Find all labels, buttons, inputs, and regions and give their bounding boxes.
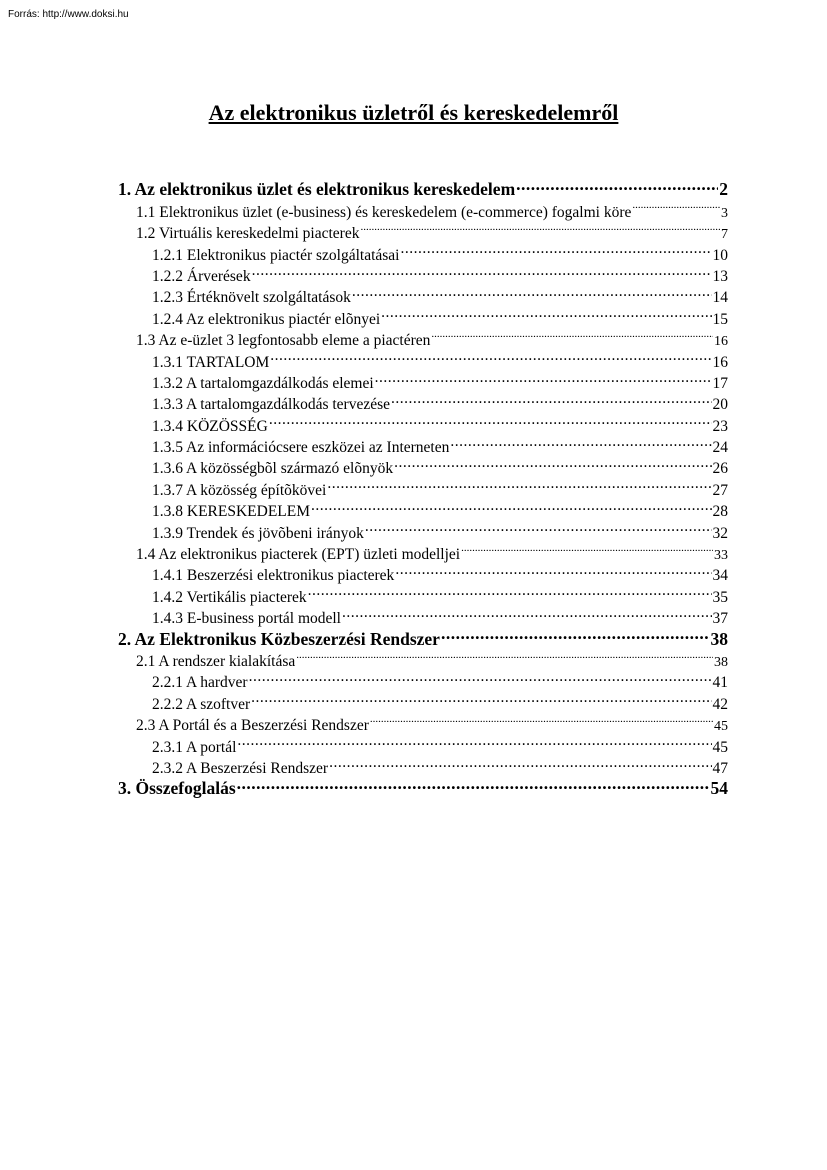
toc-entry-label: 1.3.4 KÖZÖSSÉG [152, 417, 268, 435]
toc-entry-page: 13 [712, 267, 728, 285]
toc-leader-dots [342, 602, 712, 623]
toc-leader-dots [270, 345, 711, 366]
toc-leader-dots [441, 623, 710, 644]
toc-entry-page: 35 [712, 588, 728, 606]
toc-entry-label: 1.4.1 Beszerzési elektronikus piacterek [152, 567, 395, 585]
toc-leader-dots [237, 730, 711, 751]
toc-leader-dots [431, 324, 713, 345]
toc-entry-label: 1.4.3 E-business portál modell [152, 610, 341, 628]
toc-entry-label: 1.3.1 TARTALOM [152, 353, 270, 371]
toc-entry-page: 47 [712, 759, 728, 777]
toc-entry-label: 1.3.6 A közösségbõl származó elõnyök [152, 460, 394, 478]
toc-entry-page: 16 [712, 353, 728, 371]
toc-entry-page: 41 [712, 674, 728, 692]
toc-leader-dots [370, 709, 713, 730]
toc-entry-label: 2. Az Elektronikus Közbeszerzési Rendszer [118, 628, 440, 649]
toc-entry-page: 24 [712, 439, 728, 457]
toc-leader-dots [249, 666, 712, 687]
toc-entry-page: 34 [712, 567, 728, 585]
toc-leader-dots [375, 367, 712, 388]
source-url: Forrás: http://www.doksi.hu [8, 9, 129, 20]
toc-leader-dots [360, 217, 720, 238]
toc-entry-label: 1.2 Virtuális kereskedelmi piacterek [136, 225, 360, 243]
toc-entry-label: 1.2.3 Értéknövelt szolgáltatások [152, 289, 351, 307]
toc-entry-page: 32 [712, 524, 728, 542]
toc-entry-label: 2.3.2 A Beszerzési Rendszer [152, 759, 329, 777]
toc-entry-page: 45 [714, 719, 728, 735]
toc-leader-dots [327, 473, 711, 494]
toc-entry-page: 23 [712, 417, 728, 435]
toc-leader-dots [311, 495, 711, 516]
toc-leader-dots [365, 516, 712, 537]
toc-entry-label: 1.3 Az e-üzlet 3 legfontosabb eleme a piactéren [136, 332, 431, 350]
toc-leader-dots [252, 260, 712, 281]
toc-leader-dots [394, 452, 711, 473]
toc-entry-page: 38 [710, 628, 728, 649]
toc-entry-page: 20 [712, 396, 728, 414]
toc-entry-page: 17 [712, 374, 728, 392]
toc-entry-label: 2.3.1 A portál [152, 738, 237, 756]
toc-entry-label: 1.3.3 A tartalomgazdálkodás tervezése [152, 396, 391, 414]
toc-entry-page: 38 [714, 654, 728, 670]
toc-entry-label: 1.2.4 Az elektronikus piactér elõnyei [152, 310, 381, 328]
toc-entry-label: 1.3.7 A közösség építõkövei [152, 481, 327, 499]
toc-entry-page: 10 [712, 246, 728, 264]
toc-entry-page: 33 [714, 548, 728, 564]
toc-leader-dots [269, 409, 712, 430]
toc-leader-dots [352, 281, 712, 302]
toc-entry-label: 3. Összefoglalás [118, 778, 236, 799]
toc-leader-dots [296, 645, 713, 666]
toc-leader-dots [329, 752, 711, 773]
toc-entry-page: 37 [712, 610, 728, 628]
toc-entry-page: 26 [712, 460, 728, 478]
toc-entry-label: 1.3.9 Trendek és jövõbeni irányok [152, 524, 364, 542]
toc-leader-dots [381, 302, 711, 323]
toc-entry-page: 28 [712, 503, 728, 521]
toc-entry-label: 2.1 A rendszer kialakítása [136, 652, 296, 670]
toc-leader-dots [401, 238, 712, 259]
document-title: Az elektronikus üzletről és kereskedelemről [208, 100, 619, 125]
toc-entry-page: 54 [710, 778, 728, 799]
toc-entry[interactable] [118, 174, 728, 200]
toc-leader-dots [308, 580, 712, 601]
toc-entry-label: 1.4.2 Vertikális piacterek [152, 588, 307, 606]
toc-entry-page: 27 [712, 481, 728, 499]
toc-entry-label: 1.3.8 KERESKEDELEM [152, 503, 311, 521]
toc-entry-page: 2 [719, 179, 728, 200]
toc-entry-page: 3 [721, 205, 728, 221]
toc-leader-dots [632, 195, 720, 216]
toc-entry-page: 15 [712, 310, 728, 328]
toc-entry-page: 7 [721, 227, 728, 243]
toc-entry-label: 1.1 Elektronikus üzlet (e-business) és kereskedelem (e-commerce) fogalmi köre [136, 203, 632, 221]
toc-entry-label: 2.2.1 A hardver [152, 674, 248, 692]
toc-entry-page: 16 [714, 334, 728, 350]
toc-entry-label: 1.2.1 Elektronikus piactér szolgáltatásai [152, 246, 400, 264]
toc-entry-page: 42 [712, 695, 728, 713]
toc-leader-dots [450, 431, 711, 452]
toc-leader-dots [237, 773, 710, 794]
toc-leader-dots [251, 687, 711, 708]
toc-entry-label: 1.2.2 Árverések [152, 267, 251, 285]
toc-leader-dots [461, 538, 713, 559]
toc-entry-label: 2.3 A Portál és a Beszerzési Rendszer [136, 717, 369, 735]
toc-leader-dots [516, 174, 718, 195]
toc-leader-dots [395, 559, 711, 580]
toc-entry-label: 2.2.2 A szoftver [152, 695, 251, 713]
toc-entry-label: 1.4 Az elektronikus piacterek (EPT) üzleti modelljei [136, 546, 461, 564]
toc-entry-page: 14 [712, 289, 728, 307]
toc-entry-label: 1.3.5 Az információcsere eszközei az Interneten [152, 439, 450, 457]
toc-entry-page: 45 [712, 738, 728, 756]
table-of-contents [118, 174, 728, 799]
toc-leader-dots [391, 388, 711, 409]
toc-entry-label: 1.3.2 A tartalomgazdálkodás elemei [152, 374, 374, 392]
toc-entry-label: 1. Az elektronikus üzlet és elektronikus kereskedelem [118, 179, 516, 200]
